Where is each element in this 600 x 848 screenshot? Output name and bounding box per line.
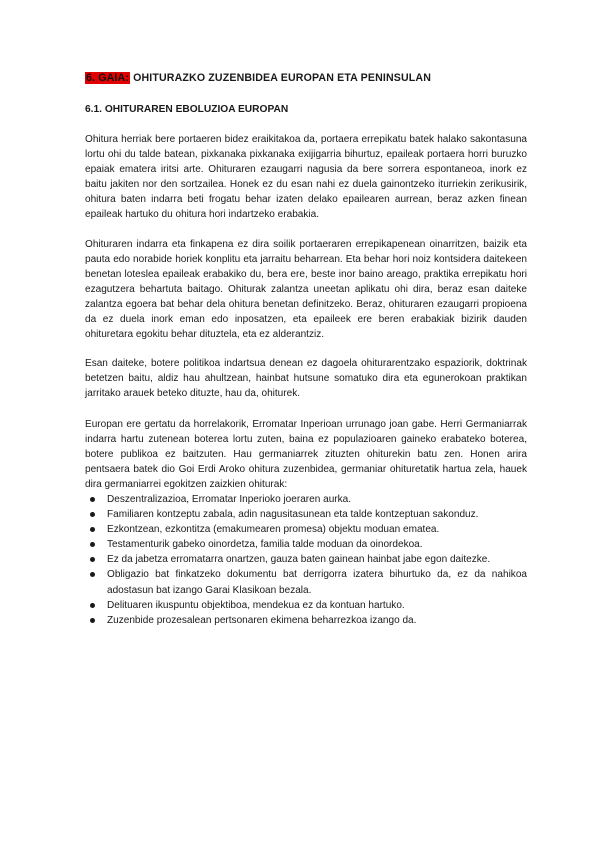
paragraph: Ohitura herriak bere portaeren bidez eraikitakoa da, portaera errepikatu batek halako sakontasuna lortu ohi du talde batean, pixkanaka pixkanaka exijigarria bihurtuz, epaileak portaera horri buruzko epaiak ematera iritsi arte. Ohituraren ezaugarri nagusia da bere sorrera espontaneoa, inork ez baitu jakiten nor den sortzailea. Honek ez du esan nahi ez duela gainontzeko iturriekin zerikusirik, ohitura baten indarra beti frogatu behar izaten delako epailearen aurrean, beraz azken finean epaileak hartuko du ohitura hori indartzeko erabakia. bbox=[85, 134, 527, 221]
list-item bbox=[85, 507, 527, 522]
list-item-text: Obligazio bat finkatzeko dokumentu bat derrigorra izatera bihurtuko da, ez da nahikoa adostasun bat izango Garai Klasikoan bezala. bbox=[107, 569, 527, 596]
list-item-text: Testamenturik gabeko oinordetza, familia talde moduan da oinordekoa. bbox=[107, 539, 423, 551]
bullet-icon bbox=[90, 557, 95, 562]
bullet-icon bbox=[90, 572, 95, 577]
list-item bbox=[85, 492, 527, 507]
list-item bbox=[85, 613, 527, 628]
bullet-icon bbox=[90, 603, 95, 608]
paragraph: Esan daiteke, botere politikoa indartsua denean ez dagoela ohiturarentzako espaziorik, doktrinak betetzen baitu, aldiz hau ahultzean, hainbat hutsune somatuko dira eta egunerokoan praktikan jarritako arauek beteko dituzte, hau da, ohiturek. bbox=[85, 358, 527, 400]
paragraph: Ohituraren indarra eta finkapena ez dira soilik portaeraren errepikapenean oinarritzen, baizik eta pauta edo norabide horiek konplitu eta jarraitu beharrean. Eta behar hori noiz kontsidera daitekeen benetan loteslea epaileak erabakiko du, bera ere, beste inor baino areago, praktika errepikatu hori ezagutzera behartuta baitago. Ohiturak zalantza uneetan aplikatu ohi dira, beraz esan daiteke zalantza egoera bat behar dela ohitura benetan definitzeko. Beraz, ohituraren ezaugarri propioena da ez duela inork eman edo inposatzen, eta epaileek ere beren erabakiak bizirik dauden ohituretara egokitu behar dituztela, eta ez alderantziz. bbox=[85, 238, 527, 341]
list-item bbox=[85, 598, 527, 613]
list-item bbox=[85, 537, 527, 552]
list-item-text: Familiaren kontzeptu zabala, adin nagusitasunean eta talde kontzeptuan sakonduz. bbox=[107, 509, 479, 521]
bullet-list bbox=[85, 492, 527, 628]
section-title: 6.1. OHITURAREN EBOLUZIOA EUROPAN bbox=[85, 104, 289, 115]
chapter-title bbox=[85, 70, 527, 86]
document-content bbox=[85, 70, 527, 628]
list-item-text: Ez da jabetza erromatarra onartzen, gauza baten gainean hainbat jabe egon daitezke. bbox=[107, 554, 491, 566]
bullet-icon bbox=[90, 512, 95, 517]
list-item bbox=[85, 552, 527, 567]
list-item bbox=[85, 567, 527, 597]
list-item bbox=[85, 522, 527, 537]
list-item-text: Zuzenbide prozesalean pertsonaren ekimena beharrezkoa izango da. bbox=[107, 614, 417, 626]
bullet-icon bbox=[90, 527, 95, 532]
list-item-text: Delituaren ikuspuntu objektiboa, mendekua ez da kontuan hartuko. bbox=[107, 599, 405, 611]
paragraph: Europan ere gertatu da horrelakorik, Erromatar Inperioan urrunago joan gabe. Herri Germaniarrak indarra hartu zutenean boterea lortu zuten, baina ez populazioaren gaineko erabateko boterea, botere publikoa ez baitzuten. Hau germaniarrek zituzten ohiturekin batu zen. Honen arira pentsaera batek dio Goi Erdi Aroko ohitura zuzenbidea, germaniar ohituretatik hartua zela, hauek dira germaniarrei egokitzen zaizkien ohiturak: bbox=[85, 418, 527, 490]
bullet-icon bbox=[90, 497, 95, 502]
bullet-icon bbox=[90, 618, 95, 623]
list-item-text: Deszentralizazioa, Erromatar Inperioko joeraren aurka. bbox=[107, 493, 352, 505]
bullet-icon bbox=[90, 542, 95, 547]
list-item-text: Ezkontzean, ezkontitza (emakumearen promesa) objektu moduan ematea. bbox=[107, 524, 440, 536]
chapter-title-text: OHITURAZKO ZUZENBIDEA EUROPAN ETA PENINSULAN bbox=[130, 72, 432, 84]
chapter-tag: 6. GAIA: bbox=[86, 72, 129, 84]
